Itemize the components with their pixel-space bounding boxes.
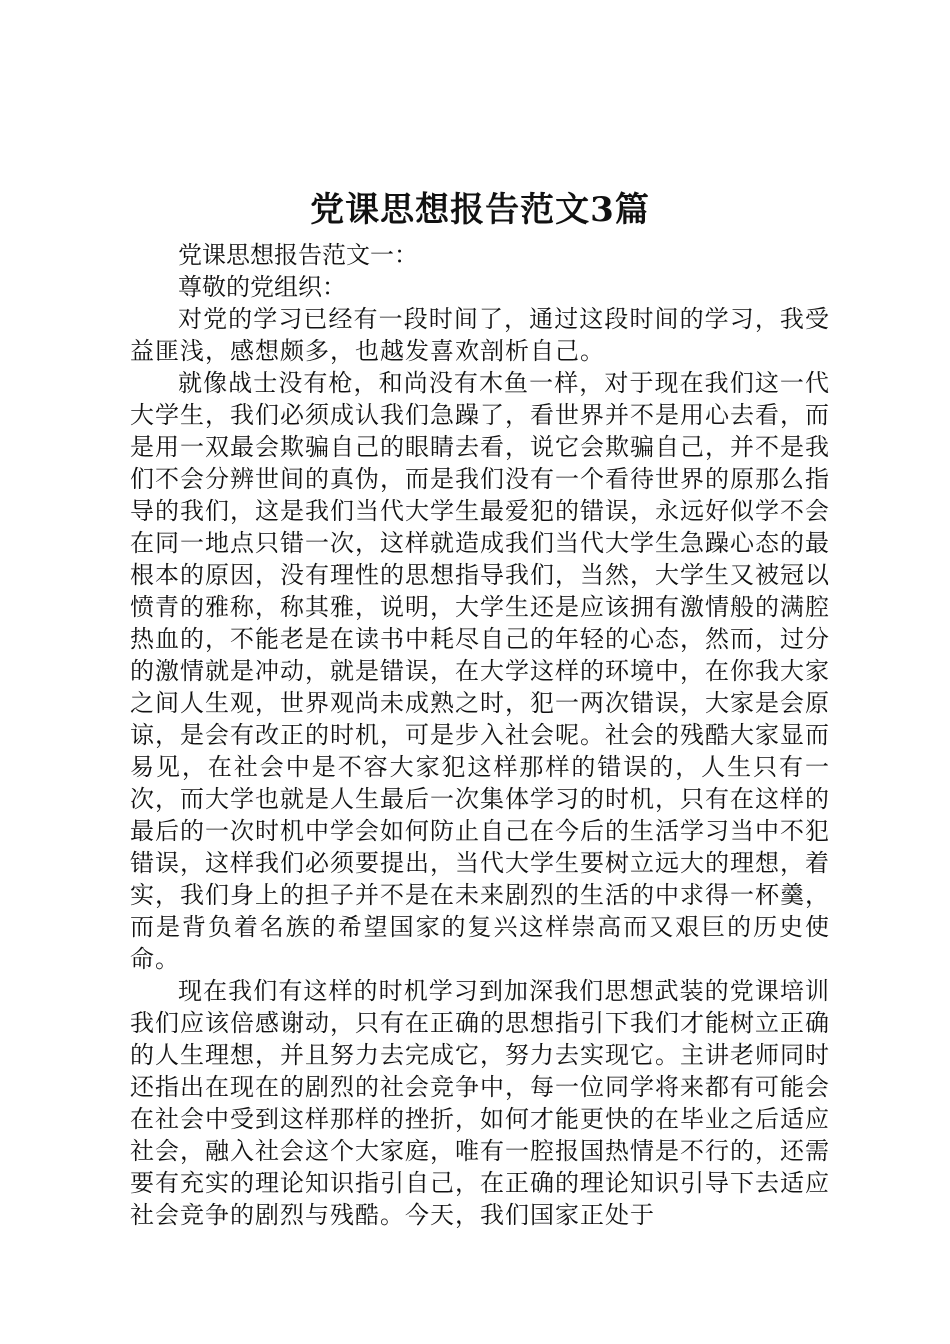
- section-heading: 党课思想报告范文一：: [178, 241, 418, 269]
- document-title: 党课思想报告范文3篇: [310, 190, 650, 230]
- paragraph-1: 对党的学习已经有一段时间了，通过这段时间的学习，我受益匪浅，感想颇多，也越发喜欢剖析自己。: [130, 305, 830, 365]
- document-page: [130, 185, 830, 1231]
- salutation: 尊敬的党组织：: [178, 273, 346, 301]
- paragraph-3: 现在我们有这样的时机学习到加深我们思想武装的党课培训我们应该倍感谢动，只有在正确的思想指引下我们才能树立正确的人生理想，并且努力去完成它，努力去实现它。主讲老师同时还指出在现在的剧烈的社会竞争中，每一位同学将来都有可能会在社会中受到这样那样的挫折，如何才能更快的在毕业之后适应社会，融入社会这个大家庭，唯有一腔报国热情是不行的，还需要有充实的理论知识指引自己，在正确的理论知识引导下去适应社会竞争的剧烈与残酷。今天，我们国家正处于: [130, 977, 830, 1229]
- paragraph-2: 就像战士没有枪，和尚没有木鱼一样，对于现在我们这一代大学生，我们必须成认我们急躁了，看世界并不是用心去看，而是用一双最会欺骗自己的眼睛去看，说它会欺骗自己，并不是我们不会分辨世间的真伪，而是我们没有一个看待世界的原那么指导的我们，这是我们当代大学生最爱犯的错误，永远好似学不会在同一地点只错一次，这样就造成我们当代大学生急躁心态的最根本的原因，没有理性的思想指导我们，当然，大学生又被冠以愤青的雅称，称其雅，说明，大学生还是应该拥有激情般的满腔热血的，不能老是在读书中耗尽自己的年轻的心态，然而，过分的激情就是冲动，就是错误，在大学这样的环境中，在你我大家之间人生观，世界观尚未成熟之时，犯一两次错误，大家是会原谅，是会有改正的时机，可是步入社会呢。社会的残酷大家显而易见，在社会中是不容大家犯这样那样的错误的，人生只有一次，而大学也就是人生最后一次集体学习的时机，只有在这样的最后的一次时机中学会如何防止自己在今后的生活学习当中不犯错误，这样我们必须要提出，当代大学生要树立远大的理想，着实，我们身上的担子并不是在未来剧烈的生活的中求得一杯羹，而是背负着名族的希望国家的复兴这样崇高而又艰巨的历史使命。: [130, 369, 830, 973]
